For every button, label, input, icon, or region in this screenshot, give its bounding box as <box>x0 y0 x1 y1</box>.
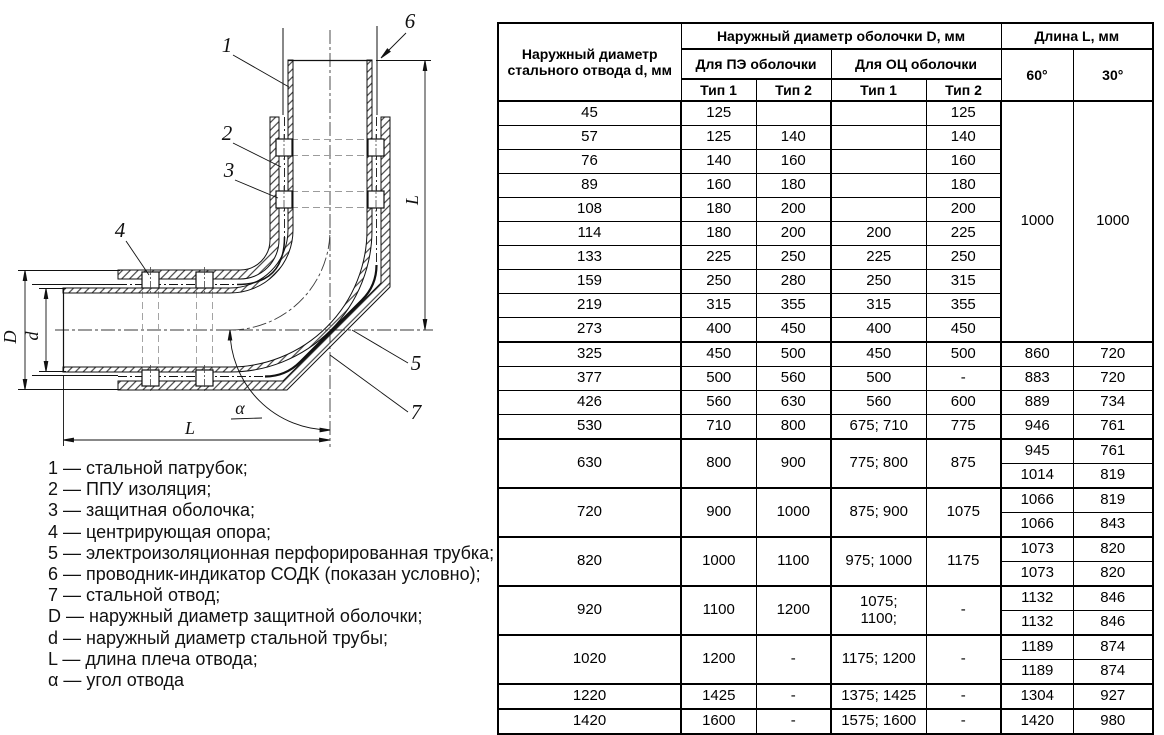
table-cell: 400 <box>831 318 926 343</box>
dim-label-D: D <box>0 330 20 344</box>
table-cell: 945 <box>1001 439 1073 464</box>
table-cell: 1420 <box>498 709 681 734</box>
table-cell: 975; 1000 <box>831 537 926 586</box>
table-cell: 125 <box>926 101 1001 126</box>
table-cell: 1132 <box>1001 586 1073 611</box>
sodk-wires <box>32 26 377 377</box>
table-cell: 946 <box>1001 415 1073 440</box>
table-cell: 775; 800 <box>831 439 926 488</box>
legend-item: 2 — ППУ изоляция; <box>48 479 212 500</box>
table-cell: 1575; 1600 <box>831 709 926 734</box>
legend-item: 6 — проводник-индикатор СОДК (показан условно); <box>48 564 481 585</box>
table-cell: - <box>926 367 1001 391</box>
col-header-pe-type2: Тип 2 <box>756 79 831 101</box>
table-cell: 450 <box>926 318 1001 343</box>
table-cell: - <box>926 709 1001 734</box>
table-cell: 980 <box>1073 709 1153 734</box>
table-cell: 820 <box>498 537 681 586</box>
steel-pipe <box>63 60 372 372</box>
table-cell: 426 <box>498 391 681 415</box>
table-cell: 1200 <box>681 635 756 684</box>
table-cell: 560 <box>831 391 926 415</box>
table-cell: 76 <box>498 150 681 174</box>
table-cell: 843 <box>1073 513 1153 538</box>
table-cell: 720 <box>498 488 681 537</box>
table-cell: 875; 900 <box>831 488 926 537</box>
table-cell: 180 <box>681 198 756 222</box>
table-cell: 140 <box>926 126 1001 150</box>
table-cell: 819 <box>1073 488 1153 513</box>
legend-item: L — длина плеча отвода; <box>48 648 258 669</box>
table-cell: 159 <box>498 270 681 294</box>
table-cell: 846 <box>1073 586 1153 611</box>
table-cell: 1425 <box>681 684 756 709</box>
table-cell: 720 <box>1073 367 1153 391</box>
table-cell: 273 <box>498 318 681 343</box>
table-cell: 315 <box>831 294 926 318</box>
table-cell: 140 <box>681 150 756 174</box>
table-cell: 1100 <box>756 537 831 586</box>
legend-item: 4 — центрирующая опора; <box>48 521 272 542</box>
table-cell: 530 <box>498 415 681 440</box>
table-cell: 1014 <box>1001 464 1073 489</box>
table-cell: 500 <box>831 367 926 391</box>
table-cell: 500 <box>926 342 1001 367</box>
table-cell: 1175; 1200 <box>831 635 926 684</box>
table-cell <box>831 101 926 126</box>
table-cell: 1304 <box>1001 684 1073 709</box>
table-cell: - <box>926 586 1001 635</box>
col-header-oc-type2: Тип 2 <box>926 79 1001 101</box>
table-cell: 377 <box>498 367 681 391</box>
table-cell: 180 <box>681 222 756 246</box>
table-cell: 315 <box>926 270 1001 294</box>
hidden-support-lines <box>143 140 381 381</box>
callout-1: 1 <box>221 33 233 57</box>
table-cell: 280 <box>756 270 831 294</box>
table-cell: 450 <box>756 318 831 343</box>
table-cell: 560 <box>756 367 831 391</box>
table-cell: 160 <box>926 150 1001 174</box>
table-cell: 355 <box>756 294 831 318</box>
table-cell: 875 <box>926 439 1001 488</box>
table-cell: 108 <box>498 198 681 222</box>
table-cell: 900 <box>756 439 831 488</box>
table-cell <box>831 198 926 222</box>
table-cell: 114 <box>498 222 681 246</box>
table-cell: 125 <box>681 101 756 126</box>
table-cell: 57 <box>498 126 681 150</box>
callout-leaders <box>126 33 408 412</box>
table-cell: 675; 710 <box>831 415 926 440</box>
table-cell: - <box>756 635 831 684</box>
table-cell: 927 <box>1073 684 1153 709</box>
table-cell: 140 <box>756 126 831 150</box>
table-cell: 900 <box>681 488 756 537</box>
table-cell: 1073 <box>1001 537 1073 562</box>
table-cell: 1189 <box>1001 660 1073 685</box>
table-cell: 820 <box>1073 537 1153 562</box>
callout-3: 3 <box>223 158 235 182</box>
table-cell: 874 <box>1073 635 1153 660</box>
dim-label-L-right: L <box>402 194 422 206</box>
callout-7: 7 <box>410 400 422 424</box>
table-cell: 1375; 1425 <box>831 684 926 709</box>
table-cell: 225 <box>681 246 756 270</box>
callout-2: 2 <box>221 121 233 145</box>
table-cell: 1073 <box>1001 562 1073 587</box>
table-cell: 874 <box>1073 660 1153 685</box>
table-cell: 761 <box>1073 415 1153 440</box>
col-header-30deg: 30° <box>1073 49 1153 101</box>
table-cell: 920 <box>498 586 681 635</box>
dim-label-L-bottom: L <box>184 418 196 438</box>
table-cell: 820 <box>1073 562 1153 587</box>
table-cell: 1066 <box>1001 513 1073 538</box>
legend-item: 5 — электроизоляционная перфорированная трубка; <box>48 542 495 563</box>
table-cell <box>831 150 926 174</box>
col-header-oc-shell: Для ОЦ оболочки <box>831 49 1001 79</box>
table-cell: 500 <box>681 367 756 391</box>
legend-item: D — наружный диаметр защитной оболочки; <box>48 606 423 627</box>
table-cell: - <box>756 709 831 734</box>
table-cell: 800 <box>681 439 756 488</box>
table-cell: 200 <box>926 198 1001 222</box>
table-cell: 89 <box>498 174 681 198</box>
callout-6: 6 <box>404 9 416 33</box>
table-cell: 125 <box>681 126 756 150</box>
table-cell: 560 <box>681 391 756 415</box>
table-cell: 630 <box>756 391 831 415</box>
table-cell: 45 <box>498 101 681 126</box>
legend-item: 3 — защитная оболочка; <box>48 500 255 521</box>
table-cell: 1075 <box>926 488 1001 537</box>
table-cell: 225 <box>831 246 926 270</box>
table-cell: 800 <box>756 415 831 440</box>
table-header <box>498 23 1153 101</box>
table-cell: 160 <box>756 150 831 174</box>
table-cell: 1175 <box>926 537 1001 586</box>
table-cell: 1000 <box>1073 101 1153 342</box>
table-cell: - <box>926 684 1001 709</box>
table-cell: 846 <box>1073 611 1153 636</box>
table-cell: 1220 <box>498 684 681 709</box>
table-cell: 315 <box>681 294 756 318</box>
table-cell: 860 <box>1001 342 1073 367</box>
dimensions-table <box>497 22 1154 735</box>
table-cell: 883 <box>1001 367 1073 391</box>
table-cell: 1000 <box>756 488 831 537</box>
table-cell: 250 <box>926 246 1001 270</box>
table-cell: - <box>926 635 1001 684</box>
table-cell: 1600 <box>681 709 756 734</box>
table-cell: 734 <box>1073 391 1153 415</box>
col-header-oc-type1: Тип 1 <box>831 79 926 101</box>
callout-5: 5 <box>410 351 422 375</box>
table-cell: 450 <box>831 342 926 367</box>
legend-item: α — угол отвода <box>48 670 185 691</box>
legend <box>48 458 494 691</box>
table-cell: 325 <box>498 342 681 367</box>
col-header-pe-shell: Для ПЭ оболочки <box>681 49 831 79</box>
table-cell: 225 <box>926 222 1001 246</box>
table-cell <box>831 126 926 150</box>
table-cell: 500 <box>756 342 831 367</box>
leader-arrow-6 <box>381 49 390 58</box>
col-header-steel-diameter: Наружный диаметр стального отвода d, мм <box>498 23 681 101</box>
table-cell <box>756 101 831 126</box>
table-cell: 1000 <box>681 537 756 586</box>
table-cell: - <box>756 684 831 709</box>
table-cell: 250 <box>831 270 926 294</box>
table-cell: 710 <box>681 415 756 440</box>
col-header-pe-type1: Тип 1 <box>681 79 756 101</box>
table-cell: 1075; 1100; <box>831 586 926 635</box>
table-cell: 160 <box>681 174 756 198</box>
col-header-length: Длина L, мм <box>1001 23 1153 49</box>
table-cell: 200 <box>756 198 831 222</box>
table-cell: 600 <box>926 391 1001 415</box>
table-cell: 400 <box>681 318 756 343</box>
table-cell: 219 <box>498 294 681 318</box>
callout-4: 4 <box>114 218 126 242</box>
table-cell: 1020 <box>498 635 681 684</box>
table-cell: 1100 <box>681 586 756 635</box>
legend-item: 1 — стальной патрубок; <box>48 458 248 478</box>
table-cell: 200 <box>831 222 926 246</box>
table-cell: 250 <box>756 246 831 270</box>
col-header-60deg: 60° <box>1001 49 1073 101</box>
legend-item: 7 — стальной отвод; <box>48 585 221 606</box>
table-cell: 180 <box>756 174 831 198</box>
table-cell: 1132 <box>1001 611 1073 636</box>
col-header-shell-diameter: Наружный диаметр оболочки D, мм <box>681 23 1001 49</box>
table-cell: 1420 <box>1001 709 1073 734</box>
table-cell: 720 <box>1073 342 1153 367</box>
table-cell: 630 <box>498 439 681 488</box>
table-cell: 1066 <box>1001 488 1073 513</box>
table-cell: 133 <box>498 246 681 270</box>
table-cell: 250 <box>681 270 756 294</box>
table-cell <box>831 174 926 198</box>
table-cell: 1000 <box>1001 101 1073 342</box>
table-cell: 761 <box>1073 439 1153 464</box>
table-cell: 355 <box>926 294 1001 318</box>
pipe-end-faces <box>64 61 373 373</box>
table-cell: 1189 <box>1001 635 1073 660</box>
table-body <box>498 101 1153 734</box>
table-cell: 450 <box>681 342 756 367</box>
dim-label-alpha: α <box>235 398 245 418</box>
table-cell: 1200 <box>756 586 831 635</box>
table-cell: 180 <box>926 174 1001 198</box>
table-cell: 889 <box>1001 391 1073 415</box>
table-cell: 200 <box>756 222 831 246</box>
elbow-drawing <box>0 0 500 460</box>
legend-item: d — наружный диаметр стальной трубы; <box>48 627 389 648</box>
table-cell: 819 <box>1073 464 1153 489</box>
table-cell: 775 <box>926 415 1001 440</box>
dim-label-d: d <box>22 331 42 341</box>
